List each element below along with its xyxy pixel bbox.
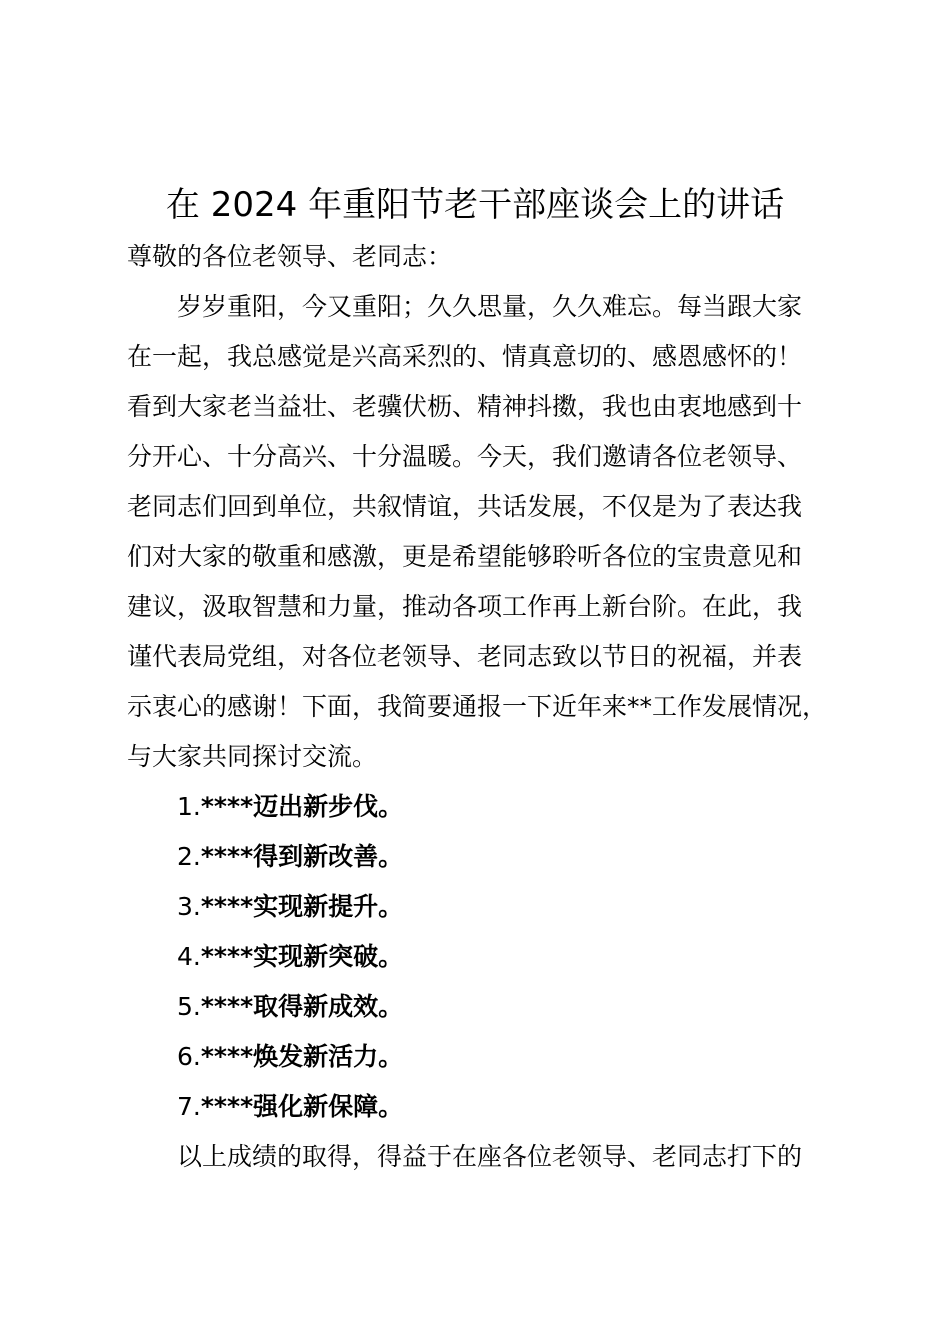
paragraph-line: 在一起，我总感觉是兴高采烈的、情真意切的、感恩感怀的！ xyxy=(127,342,803,371)
list-item xyxy=(127,832,867,882)
list-item-text: ****迈出新步伐。 xyxy=(200,792,404,821)
list-item xyxy=(127,1032,867,1082)
paragraph-line: 示衷心的感谢！下面，我简要通报一下近年来**工作发展情况， xyxy=(127,692,828,721)
document-body xyxy=(127,232,867,1182)
list-item-text: ****取得新成效。 xyxy=(200,992,404,1021)
list-item-number: 5. xyxy=(177,992,201,1021)
list-item-text: ****实现新突破。 xyxy=(200,942,404,971)
list-item-text: ****焕发新活力。 xyxy=(200,1042,404,1071)
paragraph-line: 建议，汲取智慧和力量，推动各项工作再上新台阶。在此，我 xyxy=(127,592,803,621)
list-item-number: 2. xyxy=(177,842,201,871)
list-item-text: ****得到新改善。 xyxy=(200,842,404,871)
list-item-number: 3. xyxy=(177,892,201,921)
salutation: 尊敬的各位老领导、老同志： xyxy=(127,242,453,271)
list-item xyxy=(127,782,867,832)
list-item xyxy=(127,882,867,932)
paragraph-line: 们对大家的敬重和感激，更是希望能够聆听各位的宝贵意见和 xyxy=(127,542,803,571)
list-item xyxy=(127,1082,867,1132)
paragraph-line: 岁岁重阳，今又重阳；久久思量，久久难忘。每当跟大家 xyxy=(177,292,803,321)
closing-line: 以上成绩的取得，得益于在座各位老领导、老同志打下的 xyxy=(177,1142,803,1171)
list-item xyxy=(127,982,867,1032)
list-item-number: 6. xyxy=(177,1042,201,1071)
document-title: 在 2024 年重阳节老干部座谈会上的讲话 xyxy=(165,185,785,225)
paragraph-line: 看到大家老当益壮、老骥伏枥、精神抖擞，我也由衷地感到十 xyxy=(127,392,803,421)
list-item-number: 4. xyxy=(177,942,201,971)
paragraph-line: 与大家共同探讨交流。 xyxy=(127,742,378,771)
list-item-number: 7. xyxy=(177,1092,201,1121)
paragraph-line: 分开心、十分高兴、十分温暖。今天，我们邀请各位老领导、 xyxy=(127,442,803,471)
list-item-text: ****强化新保障。 xyxy=(200,1092,404,1121)
list-item-number: 1. xyxy=(177,792,201,821)
paragraph-line: 谨代表局党组，对各位老领导、老同志致以节日的祝福，并表 xyxy=(127,642,803,671)
list-item xyxy=(127,932,867,982)
paragraph-line: 老同志们回到单位，共叙情谊，共话发展，不仅是为了表达我 xyxy=(127,492,803,521)
list-item-text: ****实现新提升。 xyxy=(200,892,404,921)
